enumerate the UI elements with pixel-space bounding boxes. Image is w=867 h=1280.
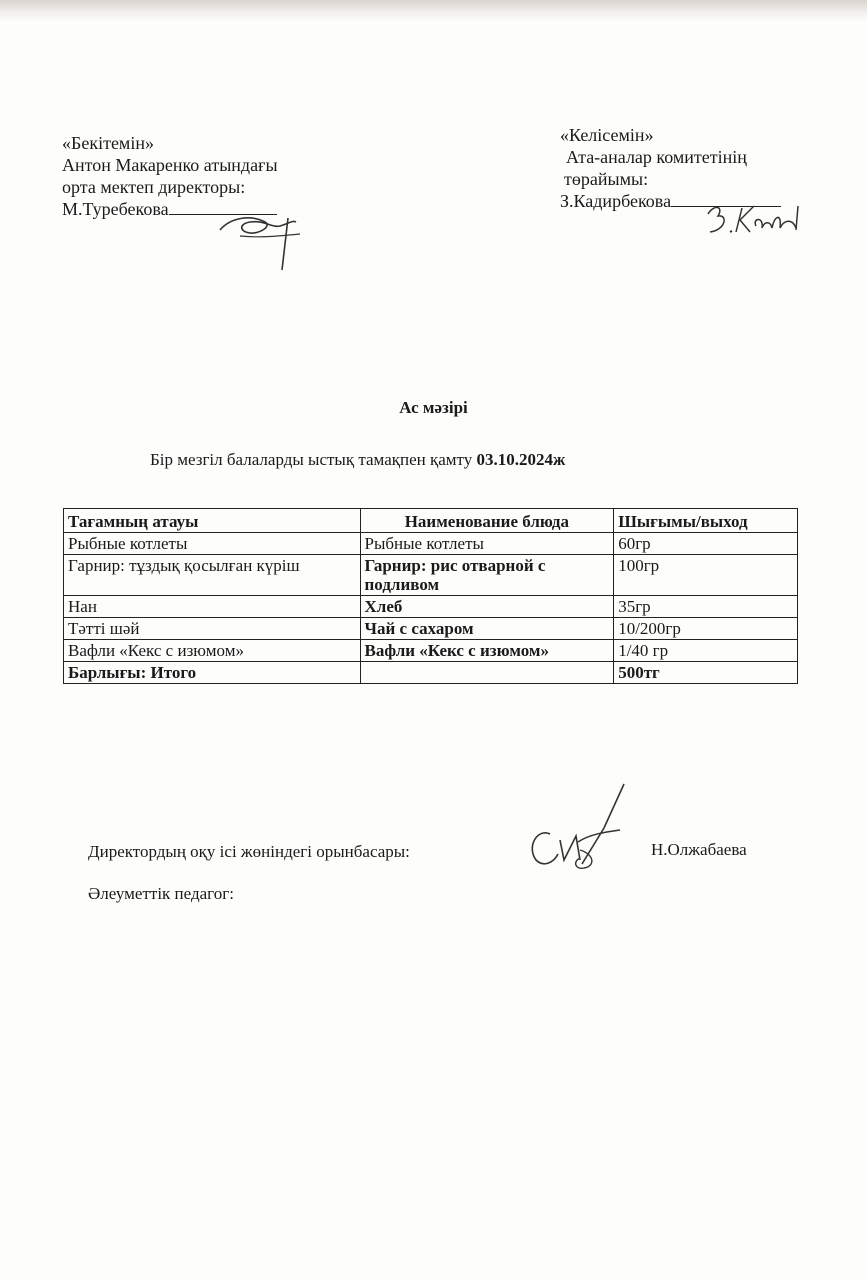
agreement-line-2: төрайымы: (564, 169, 649, 189)
header-dish-ru: Наименование блюда (360, 509, 614, 533)
table-row (64, 640, 798, 662)
agreement-name: З.Кадирбекова (560, 191, 672, 211)
cell-dish-kz: Гарнир: тұздық қосылған күріш (64, 555, 361, 596)
cell-yield: 35гр (614, 596, 798, 618)
cell-dish-ru: Рыбные котлеты (360, 533, 614, 555)
deputy-signature-icon (520, 780, 630, 880)
pedagog-role: Әлеуметтік педагог: (88, 884, 234, 903)
menu-subtitle (150, 450, 565, 470)
menu-date: 03.10.2024ж (476, 450, 566, 469)
table-total-row (64, 662, 798, 684)
approval-name: М.Туребекова (62, 199, 169, 219)
cell-yield: 1/40 гр (614, 640, 798, 662)
table-row (64, 555, 798, 596)
director-signature-icon (210, 200, 310, 285)
deputy-name: Н.Олжабаева (651, 840, 747, 859)
deputy-role: Директордың оқу ісі жөніндегі орынбасары: (88, 842, 410, 861)
approval-line-2: орта мектеп директоры: (62, 177, 246, 197)
cell-dish-ru: Гарнир: рис отварной с подливом (360, 555, 614, 596)
cell-yield: 10/200гр (614, 618, 798, 640)
table-row (64, 618, 798, 640)
total-value: 500тг (614, 662, 798, 684)
cell-dish-kz: Нан (64, 596, 361, 618)
photo-edge-shadow (0, 0, 867, 22)
cell-yield: 100гр (614, 555, 798, 596)
header-yield: Шығымы/выход (614, 509, 798, 533)
cell-dish-kz: Рыбные котлеты (64, 533, 361, 555)
table-header-row (64, 509, 798, 533)
agreement-heading: «Келісемін» (560, 125, 654, 145)
total-empty (360, 662, 614, 684)
total-label: Барлығы: Итого (64, 662, 361, 684)
table-row (64, 596, 798, 618)
menu-table (63, 508, 798, 684)
cell-dish-ru: Вафли «Кекс с изюмом» (360, 640, 614, 662)
cell-dish-ru: Хлеб (360, 596, 614, 618)
subtitle-text: Бір мезгіл балаларды ыстық тамақпен қамту (150, 450, 477, 469)
cell-yield: 60гр (614, 533, 798, 555)
cell-dish-kz: Тәтті шәй (64, 618, 361, 640)
committee-signature-icon (700, 198, 820, 248)
approval-line-1: Антон Макаренко атындағы (62, 155, 278, 175)
cell-dish-ru: Чай с сахаром (360, 618, 614, 640)
agreement-line-1: Ата-аналар комитетінің (566, 147, 747, 167)
table-row (64, 533, 798, 555)
approval-heading: «Бекітемін» (62, 133, 154, 153)
cell-dish-kz: Вафли «Кекс с изюмом» (64, 640, 361, 662)
page-title: Ас мәзірі (399, 398, 468, 417)
header-dish-kz: Тағамның атауы (64, 509, 361, 533)
